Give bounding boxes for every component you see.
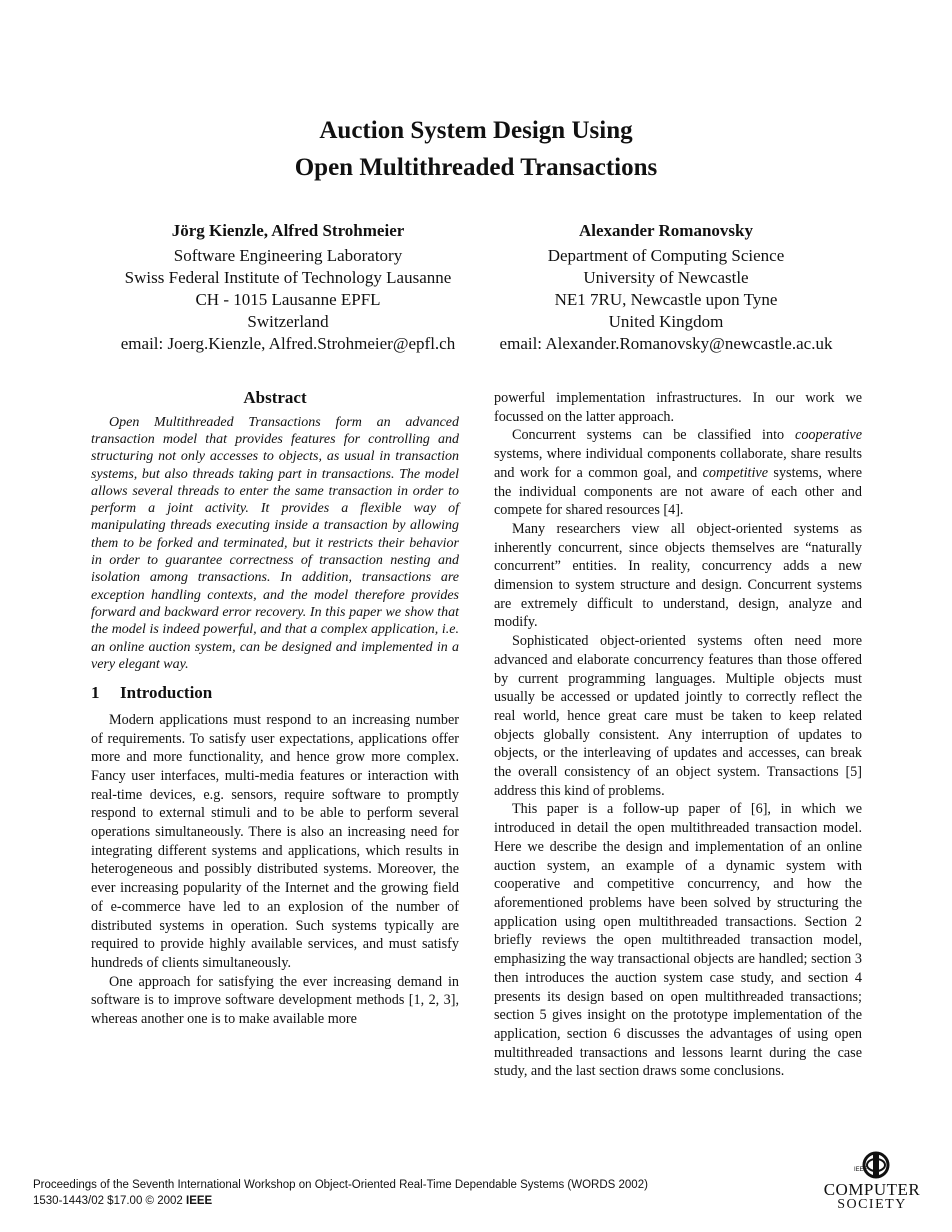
author-block xyxy=(0,220,952,360)
footer-proceedings: Proceedings of the Seventh International Workshop on Object-Oriented Real-Time Dependable Systems (WORDS 2002) xyxy=(33,1179,648,1191)
left-column xyxy=(91,388,459,1029)
author-names: Alexander Romanovsky xyxy=(579,221,753,240)
footer-copyright xyxy=(33,1193,648,1209)
affiliation-line: Department of Computing Science xyxy=(547,246,785,265)
logo-line-society: SOCIETY xyxy=(837,1197,907,1212)
right-column xyxy=(494,389,862,1081)
abstract-heading: Abstract xyxy=(243,388,307,407)
paragraph: This paper is a follow-up paper of [6], in which we introduced in detail the open multithreaded transaction model. Here we describe the design and implementation of an online auction system, an example of a dynamic system with cooperative and competitive concurrency, and how the aforementioned problems have been solved by structuring the application using open multithreaded transactions. Section 2 briefly reviews the open multithreaded transaction model, emphasizing the way transactional objects are handled; section 3 then introduces the auction system case study, and section 4 presents its design based on open multithreaded transactions; section 5 gives insight on the prototype implementation of the application, section 6 discusses the advantages of using open multithreaded transactions and lessons learnt during the case study, and the last section draws some conclusions. xyxy=(494,801,862,1080)
affiliation-line: University of Newcastle xyxy=(583,268,749,287)
computer-society-logo xyxy=(822,1150,922,1210)
author-group-newcastle xyxy=(480,220,852,355)
paper-title xyxy=(0,112,952,186)
emphasis: cooperative xyxy=(795,427,862,444)
affiliation-line: United Kingdom xyxy=(608,312,724,331)
author-email: email: Joerg.Kienzle, Alfred.Strohmeier@epfl.ch xyxy=(120,334,456,353)
ieee-cs-emblem-icon xyxy=(852,1150,892,1180)
paragraph: Sophisticated object-oriented systems often need more advanced and elaborate concurrency features than those offered by current programming languages. Multiple objects must usually be accessed or updated jointly to correctly reflect the real world, hence great care must be taken to keep related objects globally consistent. Any interruption of updates to objects, or the interleaving of updates and accesses, can break the overall consistency of an object system. Transactions [5] address this kind of problems. xyxy=(494,633,862,799)
affiliation-line: Swiss Federal Institute of Technology Lausanne xyxy=(124,268,452,287)
emphasis: competitive xyxy=(702,464,768,481)
author-email: email: Alexander.Romanovsky@newcastle.ac.uk xyxy=(499,334,833,353)
affiliation-line: Switzerland xyxy=(247,312,329,331)
section-heading-introduction xyxy=(91,684,459,703)
logo-line-computer: COMPUTER xyxy=(823,1180,921,1199)
author-names: Jörg Kienzle, Alfred Strohmeier xyxy=(171,221,405,240)
page-footer xyxy=(33,1177,648,1209)
logo-ieee-text: IEEE xyxy=(854,1167,868,1173)
paragraph: One approach for satisfying the ever increasing demand in software is to improve software development methods [1, 2, 3], whereas another one is to make available more xyxy=(91,973,459,1028)
paragraph: Many researchers view all object-oriented systems as inherently concurrent, since objects themselves are “naturally concurrent” entities. In reality, concurrency adds a new dimension to system structure and design. Concurrent systems are extremely difficult to understand, design, analyze and modify. xyxy=(494,520,862,631)
title-line-1: Auction System Design Using xyxy=(319,117,633,144)
abstract-text: Open Multithreaded Transactions form an advanced transaction model that provides features for controlling and structuring not only accesses to objects, as usual in transaction systems, but also threads taking part in transactions. The model allows several threads to enter the same transaction in order to perform a joint activity. It provides a flexible way of manipulating threads executing inside a transaction by allowing them to be forked and terminated, but it restricts their behavior in order to guarantee correctness of transaction nesting and isolation among transactions. In addition, transactions are exception handling contexts, and the model therefore provides forward and backward error recovery. In this paper we show that the model is indeed powerful, and that a complex application, i.e. an online auction system, can be designed and implemented in a very elegant way. xyxy=(91,414,459,672)
text-run: systems, where the individual components are not aware of each other and compete for shared resources [4]. xyxy=(494,464,862,519)
footer-copyright-text: 1530-1443/02 $17.00 © 2002 xyxy=(33,1195,186,1207)
text-run: Concurrent systems can be classified into xyxy=(512,427,796,444)
title-line-2: Open Multithreaded Transactions xyxy=(294,154,658,181)
paragraph-continuation: powerful implementation infrastructures. In our work we focussed on the latter approach. xyxy=(494,390,862,425)
paragraph xyxy=(494,426,862,520)
section-title: Introduction xyxy=(120,683,213,703)
affiliation-line: CH - 1015 Lausanne EPFL xyxy=(195,290,381,309)
text-run: systems, where individual components collaborate, share results and work for a common goal, and xyxy=(494,446,862,481)
affiliation-line: Software Engineering Laboratory xyxy=(173,246,403,265)
ieee-wordmark: IEEE xyxy=(186,1195,213,1207)
paragraph: Modern applications must respond to an increasing number of requirements. To satisfy user expectations, applications offer more and more functionality, and hence grow more complex. Fancy user interfaces, multi-media features or interaction with real-time devices, e.g. sensors, require software to promptly respond to external stimuli and to be able to perform several operations simultaneously. There is also an increasing need for integrating different systems and applications, which results in heterogeneous and possibly distributed systems. Moreover, the ever increasing popularity of the Internet and the growing field of e-commerce have led to an explosion of the number of distributed systems in operation. Such systems typically are required to provide highly available services, and must satisfy hundreds of clients simultaneously. xyxy=(91,711,459,971)
section-number: 1 xyxy=(91,683,100,703)
author-group-epfl xyxy=(100,220,476,355)
affiliation-line: NE1 7RU, Newcastle upon Tyne xyxy=(554,290,778,309)
